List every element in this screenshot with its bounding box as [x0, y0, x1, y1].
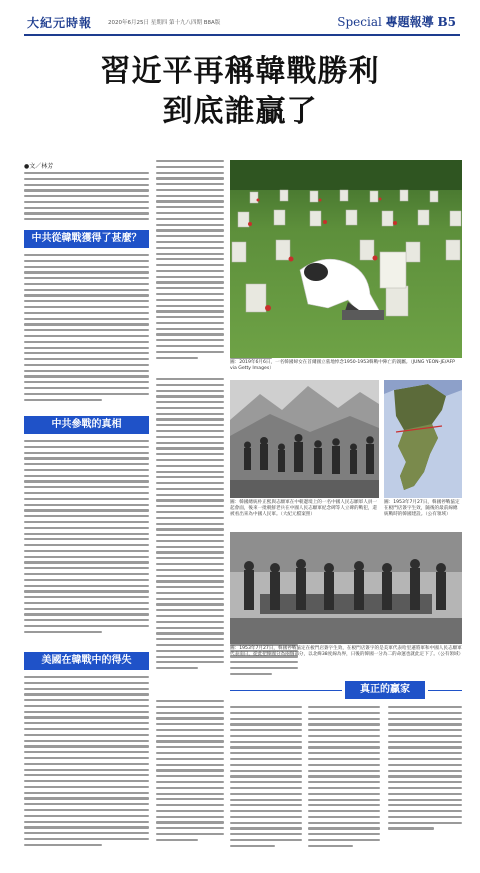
- body-text-col1-c: [24, 440, 149, 636]
- caption-photo-cemetery: 圖：2019年6月6日，一名韓國婦女在首爾國立墓地悼念1950-1953韓戰中陣亡的親屬。（JUNG YEON-JE/AFP via Getty Images）: [230, 360, 455, 372]
- section-label: [337, 13, 456, 30]
- photo-armistice: [230, 532, 462, 644]
- body-text-col1-d: [24, 676, 149, 850]
- body-text-col1-b: [24, 254, 149, 404]
- body-text-col1-a: [24, 172, 149, 224]
- caption-photo-armistice: 圖：1953年7月27日，韓國停戰協定在板門店簽字生效，在板門店簽字的是美軍代表哈里遜將軍和中國人民志願軍代表南日，從此把韓國分為兩個部分，以北緯38度線為界，日後的韓國一分為二的命運也就此定下了。（公有領域）: [230, 646, 464, 658]
- section-4-rule-right: [428, 690, 462, 691]
- masthead-rule: [24, 34, 460, 36]
- section-heading-1: 中共從韓戰獲得了甚麼？: [24, 230, 149, 248]
- section-heading-2: 中共參戰的真相: [24, 416, 149, 434]
- armistice-image: [230, 532, 462, 644]
- page-number: B5: [437, 15, 456, 29]
- troops-image: [230, 380, 379, 498]
- body-text-col2-a: [156, 160, 224, 360]
- photo-korea-map: [384, 380, 462, 498]
- body-text-col4-c: [308, 706, 380, 850]
- caption-photo-troops: 圖：韓國總統朴正熙與志願軍在中朝邊境上的一名中國人民志願軍人員一起會面，後來一批朝鮮老兵在中國人民志願軍紀念碑等人立碑的戰犯，還被看出來為中國人民軍。（大紀元檔案照）: [230, 500, 378, 518]
- body-text-col5-c: [388, 706, 462, 850]
- caption-photo-map: 圖：1953年7月27日，韓國停戰協定在板門店簽字生效，隨後的最前線總統戰時的韓國建設。（公有領域）: [384, 500, 460, 518]
- photo-troops-mountain: [230, 380, 379, 498]
- korea-map-image: [384, 380, 462, 498]
- body-text-col2-b: [156, 378, 224, 678]
- section-label-en: Special: [337, 15, 382, 29]
- section-heading-3: 美國在韓戰中的得失: [24, 652, 149, 670]
- headline: [0, 52, 480, 132]
- newspaper-brand: 大紀元時報: [27, 16, 93, 30]
- section-4-rule-left: [230, 690, 342, 691]
- headline-line-1: 習近平再稱韓戰勝利: [100, 54, 380, 89]
- body-text-col2-c: [156, 700, 224, 850]
- photo-cemetery: [230, 160, 462, 358]
- cemetery-image: [230, 160, 462, 358]
- section-heading-4: 真正的贏家: [345, 681, 425, 699]
- dateline: 2020年6月25日 星期四 第十九八四期 B8A版: [108, 20, 221, 26]
- headline-line-2: 到底誰贏了: [162, 94, 318, 129]
- author-byline: ●文／林芳: [24, 163, 54, 170]
- masthead: [0, 0, 480, 44]
- body-text-col3-c: [230, 706, 302, 850]
- section-label-zh: 專題報導: [385, 15, 434, 29]
